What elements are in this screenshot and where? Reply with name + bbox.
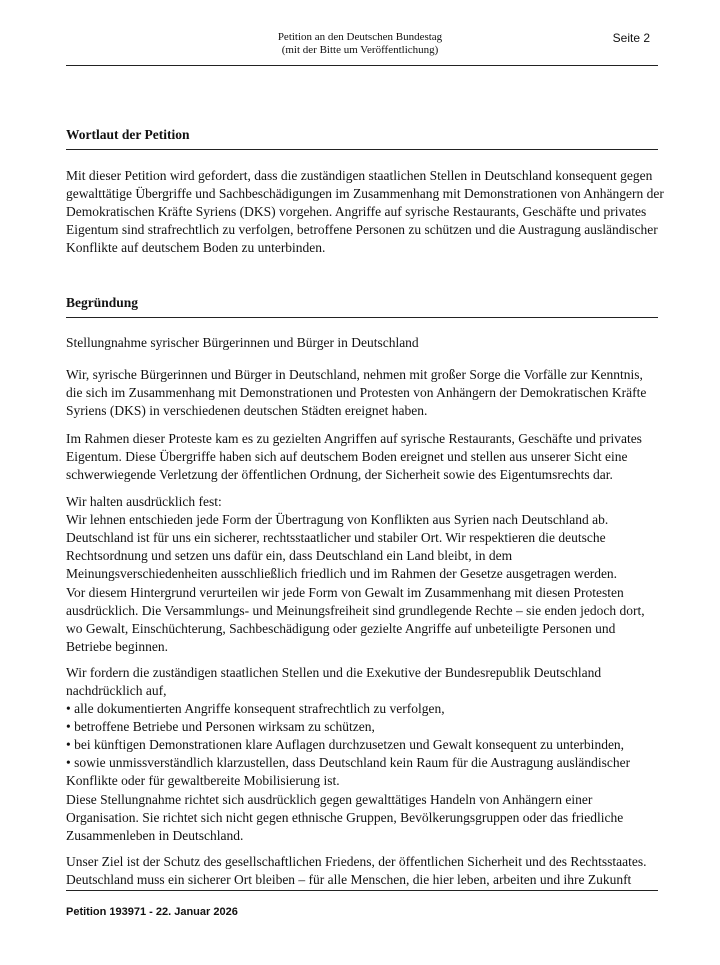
text-line: die sich im Zusammenhang mit Demonstrationen und Protesten von Anhängern der Demokratischen Kräfte [66, 385, 647, 400]
text-line: Syriens (DKS) in verschiedenen deutschen Städten ereignet haben. [66, 403, 428, 418]
text-line: Mit dieser Petition wird gefordert, dass die zuständigen staatlichen Stellen in Deutschland konsequent gegen [66, 168, 653, 183]
page-number: Seite 2 [612, 31, 650, 45]
text-line: Eigentum. Diese Übergriffe haben sich auf deutschem Boden ereignet und stellen aus unserer Sicht eine [66, 449, 628, 464]
text-line: gewalttätige Übergriffe und Sachbeschädigungen im Zusammenhang mit Demonstrationen von Anhängern der [66, 186, 664, 201]
section-heading-begruendung: Begründung [66, 295, 139, 310]
text-line: Zusammenleben in Deutschland. [66, 828, 244, 843]
text-line: Deutschland ist für uns ein sicherer, rechtsstaatlicher und stabiler Ort. Wir respektieren die deutsche [66, 530, 606, 545]
text-line: ausdrücklich. Die Versammlungs- und Meinungsfreiheit sind grundlegende Rechte – sie enden jedoch dort, [66, 603, 645, 618]
paragraph-1 [66, 334, 666, 352]
text-line: Deutschland muss ein sicherer Ort bleiben – für alle Menschen, die hier leben, arbeiten und ihre Zukunft [66, 872, 632, 887]
section-heading-wortlaut: Wortlaut der Petition [66, 127, 190, 142]
text-line: Betriebe beginnen. [66, 639, 168, 654]
list-item: • betroffene Betriebe und Personen wirksam zu schützen, [66, 719, 375, 734]
petition-text [66, 167, 666, 257]
header-divider [66, 65, 658, 66]
paragraph-7 [66, 791, 666, 845]
text-line: nachdrücklich auf, [66, 683, 167, 698]
text-line: schwerwiegende Verletzung der öffentlichen Ordnung, der Sicherheit sowie des Eigentumsrechts dar. [66, 467, 613, 482]
text-line: Im Rahmen dieser Proteste kam es zu gezielten Angriffen auf syrische Restaurants, Geschäfte und privates [66, 431, 642, 446]
text-line: Stellungnahme syrischer Bürgerinnen und Bürger in Deutschland [66, 335, 419, 350]
paragraph-5 [66, 584, 666, 656]
text-line: Rechtsordnung und setzen uns dafür ein, dass Deutschland ein Land bleibt, in dem [66, 548, 513, 563]
text-line: Organisation. Sie richtet sich nicht gegen ethnische Gruppen, Bevölkerungsgruppen oder das friedliche [66, 810, 624, 825]
list-item: • sowie unmissverständlich klarzustellen, dass Deutschland kein Raum für die Austragung ausländischer [66, 755, 631, 770]
list-item: • bei künftigen Demonstrationen klare Auflagen durchzusetzen und Gewalt konsequent zu unterbinden, [66, 737, 625, 752]
section-divider-begruendung [66, 317, 658, 318]
text-line: Konflikte auf deutschem Boden zu unterbinden. [66, 240, 326, 255]
page-footer: Petition 193971 - 22. Januar 2026 [66, 906, 238, 918]
text-line: Wir halten ausdrücklich fest: [66, 494, 222, 509]
text-line: wo Gewalt, Einschüchterung, Sachbeschädigung oder gezielte Angriffe auf unbeteiligte Personen und [66, 621, 616, 636]
text-line: Diese Stellungnahme richtet sich ausdrücklich gegen gewalttätiges Handeln von Anhängern einer [66, 792, 593, 807]
text-line: Vor diesem Hintergrund verurteilen wir jede Form von Gewalt im Zusammenhang mit diesen Protesten [66, 585, 624, 600]
text-line: Eigentum sind strafrechtlich zu verfolgen, betroffene Personen zu schützen und die Austragung ausländischer [66, 222, 658, 237]
header-title-line1: Petition an den Deutschen Bundestag [277, 31, 443, 43]
text-line: Konflikte oder für gewaltbereite Mobilisierung ist. [66, 773, 340, 788]
text-line: Wir, syrische Bürgerinnen und Bürger in Deutschland, nehmen mit großer Sorge die Vorfälle zur Kenntnis, [66, 367, 643, 382]
paragraph-2 [66, 366, 666, 420]
paragraph-8 [66, 853, 666, 889]
footer-divider [66, 890, 658, 891]
paragraph-4 [66, 493, 666, 583]
list-item: • alle dokumentierten Angriffe konsequent strafrechtlich zu verfolgen, [66, 701, 445, 716]
header-title-line2: (mit der Bitte um Veröffentlichung) [281, 44, 439, 56]
paragraph-6 [66, 664, 666, 790]
text-line: Wir fordern die zuständigen staatlichen Stellen und die Exekutive der Bundesrepublik Deutschland [66, 665, 602, 680]
text-line: Unser Ziel ist der Schutz des gesellschaftlichen Friedens, der öffentlichen Sicherheit und des Rechtsstaates. [66, 854, 647, 869]
text-line: Demokratischen Kräfte Syriens (DKS) vorgehen. Angriffe auf syrische Restaurants, Geschäfte und privates [66, 204, 647, 219]
paragraph-3 [66, 430, 666, 484]
text-line: Wir lehnen entschieden jede Form der Übertragung von Konflikten aus Syrien nach Deutschland ab. [66, 512, 609, 527]
text-line: Meinungsverschiedenheiten ausschließlich friedlich und im Rahmen der Gesetze ausgetragen werden. [66, 566, 618, 581]
section-divider-wortlaut [66, 149, 658, 150]
